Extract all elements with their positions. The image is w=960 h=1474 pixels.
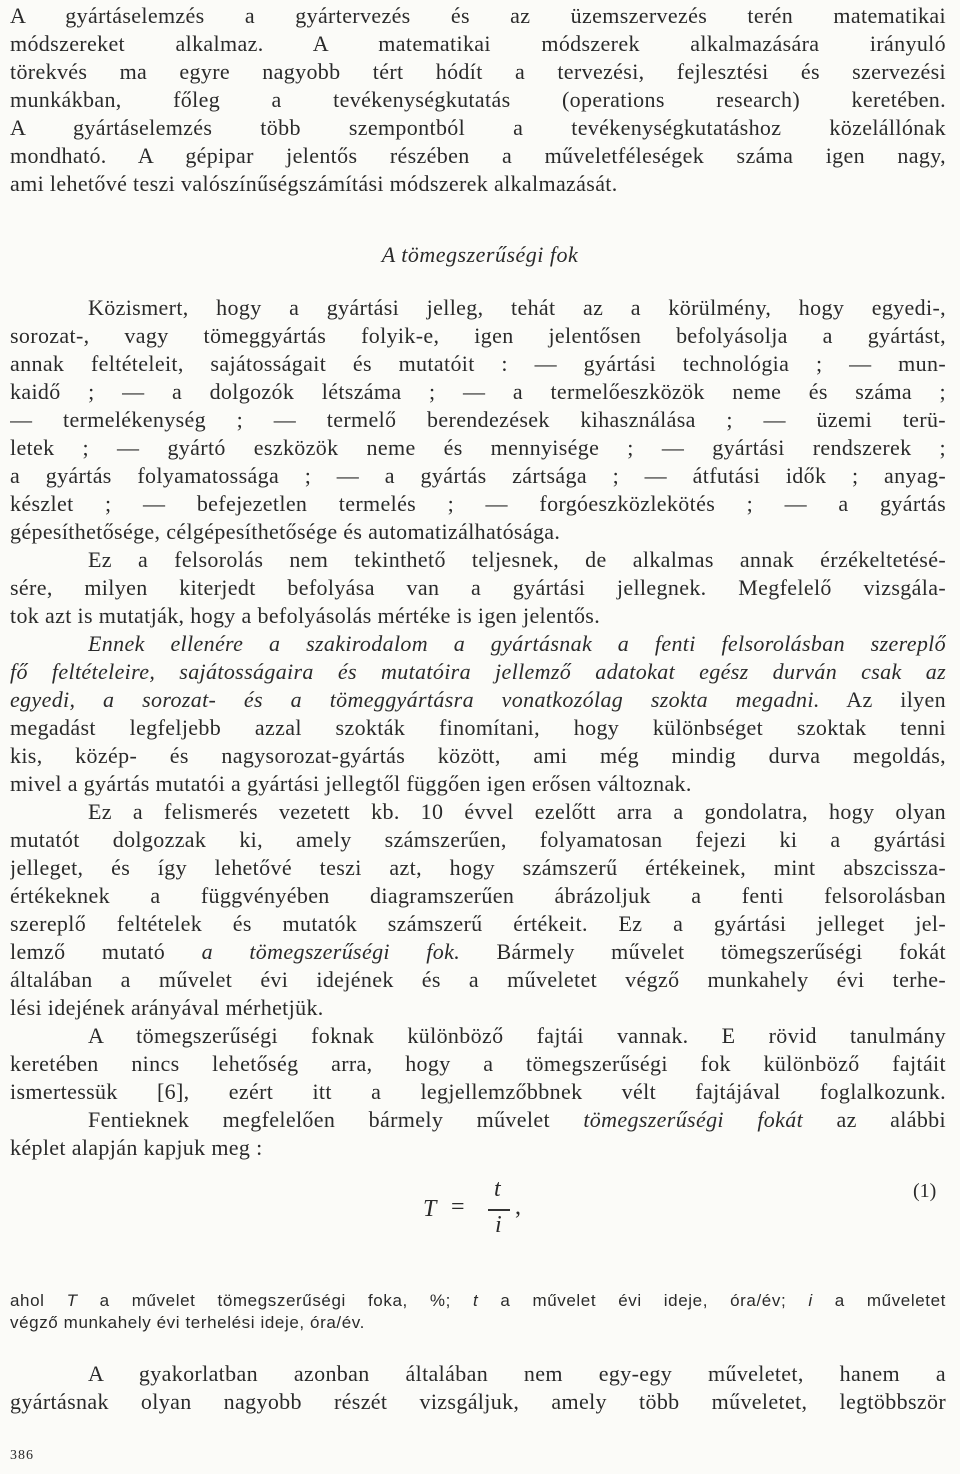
italic-span: a tömegszerűségi fok. <box>201 939 461 964</box>
text-span: a műveletet <box>812 1291 946 1310</box>
text-line: a gyártás folyamatossága ; — a gyártás zártsága ; — átfutási idők ; anyag- <box>10 463 946 488</box>
text-line: kaidő ; — a dolgozók létszáma ; — a termelőeszközök neme és száma ; <box>10 379 946 404</box>
text-span: ahol <box>10 1291 67 1310</box>
text-line: tok azt is mutatják, hogy a befolyásolás mértéke is igen jelentős. <box>10 603 601 628</box>
text-line: A tömegszerűségi foknak különböző fajtái vannak. E rövid tanulmány <box>88 1023 946 1048</box>
text-line <box>10 686 946 714</box>
text-line: — termelékenység ; — termelő berendezések kihasználása ; — üzemi terü- <box>10 407 946 432</box>
text-span: lemző mutató <box>10 939 202 964</box>
text-span: Az ilyen <box>819 687 946 712</box>
text-span: Fentieknek megfelelően bármely művelet <box>88 1107 584 1132</box>
text-line: törekvés ma egyre nagyobb tért hódít a tervezési, fejlesztési és szervezési <box>10 59 946 84</box>
text-line: képlet alapján kapjuk meg : <box>10 1135 263 1160</box>
text-line: keretében nincs lehetőség arra, hogy a tömegszerűségi fok különböző fajtáit <box>10 1051 946 1076</box>
section-heading: A tömegszerűségi fok <box>381 242 579 267</box>
page-number: 386 <box>10 1448 34 1463</box>
symbol-i: i <box>808 1291 813 1310</box>
text-line: gyártásnak olyan nagyobb részét vizsgáljuk, amely több műveletet, legtöbbször <box>10 1389 946 1414</box>
text-line: ami lehetővé teszi valószínűségszámítási módszerek alkalmazását. <box>10 171 618 196</box>
text-line: jelleget, és így lehetővé teszi azt, hogy számszerű értékeinek, mint abszcissza- <box>10 855 946 880</box>
text-line: módszereket alkalmaz. A matematikai módszerek alkalmazására irányuló <box>10 31 946 56</box>
text-line: értékeknek a függvényében diagramszerűen ábrázoljuk a fenti felsorolásban <box>10 883 946 908</box>
equation-number: (1) <box>913 1180 937 1202</box>
text-line: fő feltételeire, sajátosságaira és mutatóira jellemző adatokat egész durván csak az <box>10 659 946 684</box>
text-line: Ennek ellenére a szakirodalom a gyártásnak a fenti felsorolásban szereplő <box>88 631 946 656</box>
text-line: lési idejének arányával mérhetjük. <box>10 995 324 1020</box>
text-span: Bármely művelet tömegszerűségi fokát <box>460 939 946 964</box>
text-line: Ez a felsorolás nem tekinthető teljesnek, de alkalmas annak érzékeltetésé- <box>88 547 946 572</box>
text-line: kis, közép- és nagysorozat-gyártás között, ami még mindig durva megoldás, <box>10 743 946 768</box>
text-span: a művelet tömegszerűségi foka, %; <box>77 1291 473 1310</box>
formula-equals: = <box>451 1194 465 1220</box>
text-line: megadást legfeljebb azzal szokták finomítani, hogy különbséget szoktak tenni <box>10 715 946 740</box>
text-line: Közismert, hogy a gyártási jelleg, tehát az a körülmény, hogy egyedi-, <box>88 295 946 320</box>
text-line: annak feltételeit, sajátosságait és mutatóit : — gyártási technológia ; — mun- <box>10 351 946 376</box>
text-line <box>10 938 946 966</box>
formula-denominator: i <box>495 1212 502 1238</box>
text-line: A gyártáselemzés a gyártervezés és az üzemszervezés terén matematikai <box>10 3 946 28</box>
text-line: szereplő feltételek és mutatók számszerű értékeit. Ez a gyártási jelleget jel- <box>10 911 946 936</box>
text-line: mondható. A gépipar jelentős részében a műveletféleségek száma igen nagy, <box>10 143 946 168</box>
text-line <box>88 1106 946 1134</box>
text-line: sére, milyen kiterjedt befolyása van a gyártási jellegnek. Megfelelő vizsgála- <box>10 575 946 600</box>
text-line: általában a művelet évi idejének és a műveletet végző munkahely évi terhe- <box>10 967 946 992</box>
text-line: mutatót dolgozzak ki, amely számszerűen, folyamatosan fejezi ki a gyártási <box>10 827 946 852</box>
formula-legend-line: végző munkahely évi terhelési ideje, óra/év. <box>10 1313 365 1332</box>
text-line: mivel a gyártás mutatói a gyártási jellegtől függően igen erősen változnak. <box>10 771 692 796</box>
text-line: készlet ; — befejezetlen termelés ; — forgóeszközlekötés ; — a gyártás <box>10 491 946 516</box>
text-line: gépesíthetősége, célgépesíthetősége és automatizálhatósága. <box>10 519 561 544</box>
formula-comma: , <box>515 1194 521 1220</box>
formula-lhs: T <box>423 1196 437 1222</box>
text-span: az alábbi <box>803 1107 946 1132</box>
fraction-bar <box>488 1209 510 1211</box>
italic-span: tömegszerűségi fokát <box>583 1107 804 1132</box>
text-span: a művelet évi ideje, óra/év; <box>478 1291 809 1310</box>
text-line: ismertessük [6], ezért itt a legjellemzőbbnek vélt fajtájával foglalkozunk. <box>10 1079 946 1104</box>
text-line: sorozat-, vagy tömeggyártás folyik-e, igen jelentősen befolyásolja a gyártást, <box>10 323 946 348</box>
text-line: munkákban, főleg a tevékenységkutatás (operations research) keretében. <box>10 87 946 112</box>
formula-numerator: t <box>494 1176 501 1202</box>
text-line: Ez a felismerés vezetett kb. 10 évvel ezelőtt arra a gondolatra, hogy olyan <box>88 799 946 824</box>
text-line: A gyártáselemzés több szempontból a tevékenységkutatáshoz közelállónak <box>10 115 946 140</box>
symbol-t: t <box>472 1291 479 1310</box>
formula-legend-line <box>10 1290 946 1312</box>
text-line: letek ; — gyártó eszközök neme és mennyisége ; — gyártási rendszerek ; <box>10 435 946 460</box>
text-line: A gyakorlatban azonban általában nem egy-egy műveletet, hanem a <box>88 1361 946 1386</box>
symbol-T: T <box>66 1291 78 1310</box>
italic-span: egyedi, a sorozat- és a tömeggyártásra vonatkozólag szokta megadni. <box>10 687 820 712</box>
formula <box>415 1176 595 1246</box>
